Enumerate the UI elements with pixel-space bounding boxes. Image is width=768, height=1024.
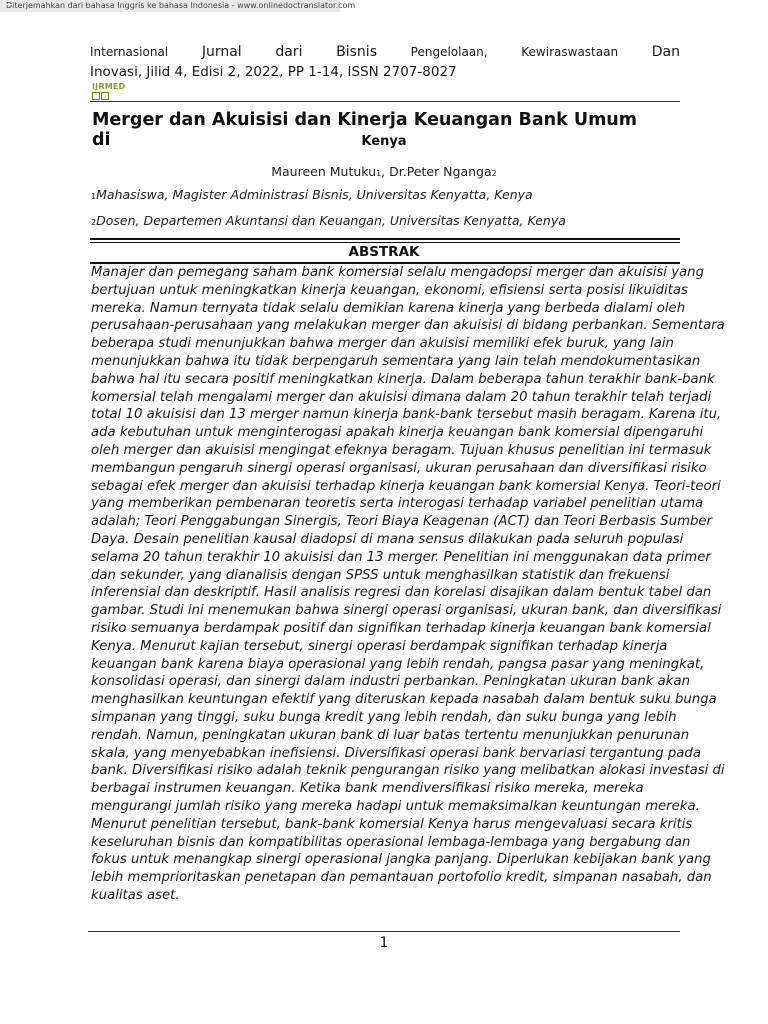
abstract-line: total 10 akuisisi dan 13 merger namun kinerja bank-bank tersebut masih beragam. Karena itu, (91, 407, 722, 423)
footer-divider (88, 931, 680, 932)
abstract-line: konsolidasi operasi, dan sinergi dalam industri perbankan. Peningkatan ukuran bank akan (91, 674, 690, 690)
abstract-line: perusahaan-perusahaan yang melakukan merger dan akuisisi di bidang perbankan. Sementara (91, 318, 725, 334)
paper-title-line2: Kenya (361, 134, 407, 149)
abstract-line: selama 20 tahun terakhir 10 akuisisi dan 13 merger. Penelitian ini menggunakan data primer (91, 549, 711, 565)
abstract-line: keseluruhan bisnis dan kompatibilitas operasional lembaga-lembaga yang bergabung dan (91, 834, 691, 850)
abstract-line: membangun pengaruh sinergi operasi organisasi, ukuran perusahaan dan diversifikasi risiko (91, 460, 707, 476)
journal-word: Kewiraswastaan (521, 45, 619, 59)
abstract-heading: ABSTRAK (348, 244, 420, 260)
translator-link[interactable]: Diterjemahkan dari bahasa Inggris ke bahasa Indonesia - www.onlinedoctranslator.com (6, 1, 356, 10)
journal-word: Dan (651, 44, 680, 60)
abstract-line: menunjukkan bahwa itu tidak berpengaruh sementara yang lain telah mendokumentasikan (91, 353, 701, 369)
journal-word: dari (275, 44, 303, 60)
author-affil-marker: 2 (491, 169, 497, 178)
affiliation (91, 187, 533, 202)
abstract-line: komersial telah mengalami merger dan akuisisi dimana dalam 20 tahun terakhir telah terjadi (91, 389, 712, 405)
affiliation-text: Mahasiswa, Magister Administrasi Bisnis, Universitas Kenyatta, Kenya (96, 187, 533, 202)
header-divider (90, 101, 680, 102)
abstract-line: adalah; Teori Penggabungan Sinergis, Teori Biaya Keagenan (ACT) dan Teori Berbasis Sumber (91, 514, 713, 530)
abstract-line: mereka. Namun ternyata tidak selalu demikian karena kinerja yang berbeda dialami oleh (91, 300, 686, 316)
translator-bar[interactable] (0, 0, 356, 12)
abstract-line: fokus untuk menangkap sinergi operasional jangka panjang. Diperlukan kebijakan bank yang (91, 852, 711, 868)
page-number: 1 (379, 935, 389, 951)
abstract-line: menghasilkan keuntungan efektif yang diteruskan kepada nasabah dalam bentuk suku bunga (91, 692, 717, 708)
affiliation-marker: 1 (91, 192, 97, 201)
abstract-line: skala, yang menyebabkan inefisiensi. Diversifikasi operasi bank bervariasi tergantung pada (91, 745, 701, 761)
abstract-line: bank. Diversifikasi risiko adalah teknik pengurangan risiko yang melibatkan alokasi investasi di (91, 763, 725, 779)
journal-word: Pengelolaan, (410, 45, 488, 59)
abstract-line: yang memberikan pembenaran teoretis serta interogasi terhadap variabel penelitian utama (91, 496, 704, 512)
journal-header (90, 44, 680, 80)
abstract-body (91, 264, 725, 905)
abstract-line: gambar. Studi ini menemukan bahwa sinergi operasi organisasi, ukuran bank, dan diversifikasi (91, 603, 722, 619)
abstract-line: bahwa hal itu secara positif meningkatkan kinerja. Dalam beberapa tahun terakhir bank-bank (91, 371, 715, 387)
author-separator: , (381, 164, 390, 179)
abstract-line: Kenya. Menurut kajian tersebut, sinergi operasi berdampak signifikan terhadap kinerja (91, 638, 668, 654)
author-line (0, 164, 768, 179)
journal-name-line1 (90, 44, 680, 64)
abstract-line: mengurangi jumlah risiko yang mereka hadapi untuk memaksimalkan keuntungan mereka. (91, 798, 700, 814)
abstract-line: ada kebutuhan untuk menginterogasi apakah kinerja keuangan bank komersial dipengaruhi (91, 425, 704, 441)
abstract-line: oleh merger dan akuisisi mengingat efeknya beragam. Tujuan khusus penelitian ini termasuk (91, 442, 712, 458)
abstract-line: sebagai efek merger dan akuisisi terhadap kinerja keuangan bank komersial Kenya. Teori-teori (91, 478, 721, 494)
abstract-line: rendah. Namun, peningkatan ukuran bank di luar batas tertentu menunjukkan penurunan (91, 727, 690, 743)
abstract-line: beberapa studi menunjukkan bahwa merger dan akuisisi memiliki efek buruk, yang lain (91, 336, 674, 352)
abstract-line: lebih memprioritaskan penetapan dan pemantauan portofolio kredit, simpanan nasabah, dan (91, 870, 712, 886)
abstract-line: berbagai instrumen keuangan. Ketika bank mendiversifikasi risiko mereka, mereka (91, 781, 644, 797)
affiliation-text: Dosen, Departemen Akuntansi dan Keuangan, Universitas Kenyatta, Kenya (96, 213, 566, 228)
abstract-line: dan sekunder, yang dianalisis dengan SPSS untuk menghasilkan statistik dan frekuensi (91, 567, 670, 583)
affiliation-marker: 2 (91, 218, 97, 227)
journal-word: Internasional (90, 45, 169, 59)
abstract-line: keuangan bank karena biaya operasional yang lebih rendah, pangsa pasar yang meningkat, (91, 656, 705, 672)
abstract-line: kualitas aset. (91, 887, 180, 903)
abstract-line: risiko semuanya berdampak positif dan signifikan terhadap kinerja keuangan bank komersial (91, 620, 711, 636)
abstract-line: inferensial dan deskriptif. Hasil analisis regresi dan korelasi disajikan dalam bentuk tabel dan (91, 585, 712, 601)
journal-word: Bisnis (336, 44, 377, 60)
journal-word: Jurnal (201, 44, 242, 60)
abstract-rule (90, 242, 680, 243)
abstract-line: Daya. Desain penelitian kausal diadopsi di mana sensus dilakukan pada seluruh populasi (91, 531, 684, 547)
abstract-line: bertujuan untuk meningkatkan kinerja keuangan, ekonomi, efisiensi serta posisi likuiditas (91, 282, 688, 298)
paper-title: Merger dan Akuisisi dan Kinerja Keuangan Bank Umum di (92, 110, 637, 150)
author-name: Maureen Mutuku (271, 164, 377, 179)
author-affil-marker: 1 (376, 169, 382, 178)
journal-logo (92, 82, 126, 102)
logo-mark-icon (92, 92, 122, 100)
logo-text: IJRMED (92, 82, 126, 91)
abstract-line: Menurut penelitian tersebut, bank-bank komersial Kenya harus mengevaluasi secara kritis (91, 816, 693, 832)
affiliation (91, 213, 566, 228)
abstract-line: simpanan yang tinggi, suku bunga kredit yang lebih rendah, dan suku bunga yang lebih (91, 709, 677, 725)
abstract-rule (90, 238, 680, 240)
abstract-line: Manajer dan pemegang saham bank komersial selalu mengadopsi merger dan akuisisi yang (91, 265, 704, 280)
journal-citation: Inovasi, Jilid 4, Edisi 2, 2022, PP 1-14, ISSN 2707-8027 (90, 64, 457, 80)
author-name: Dr.Peter Nganga (389, 164, 492, 179)
